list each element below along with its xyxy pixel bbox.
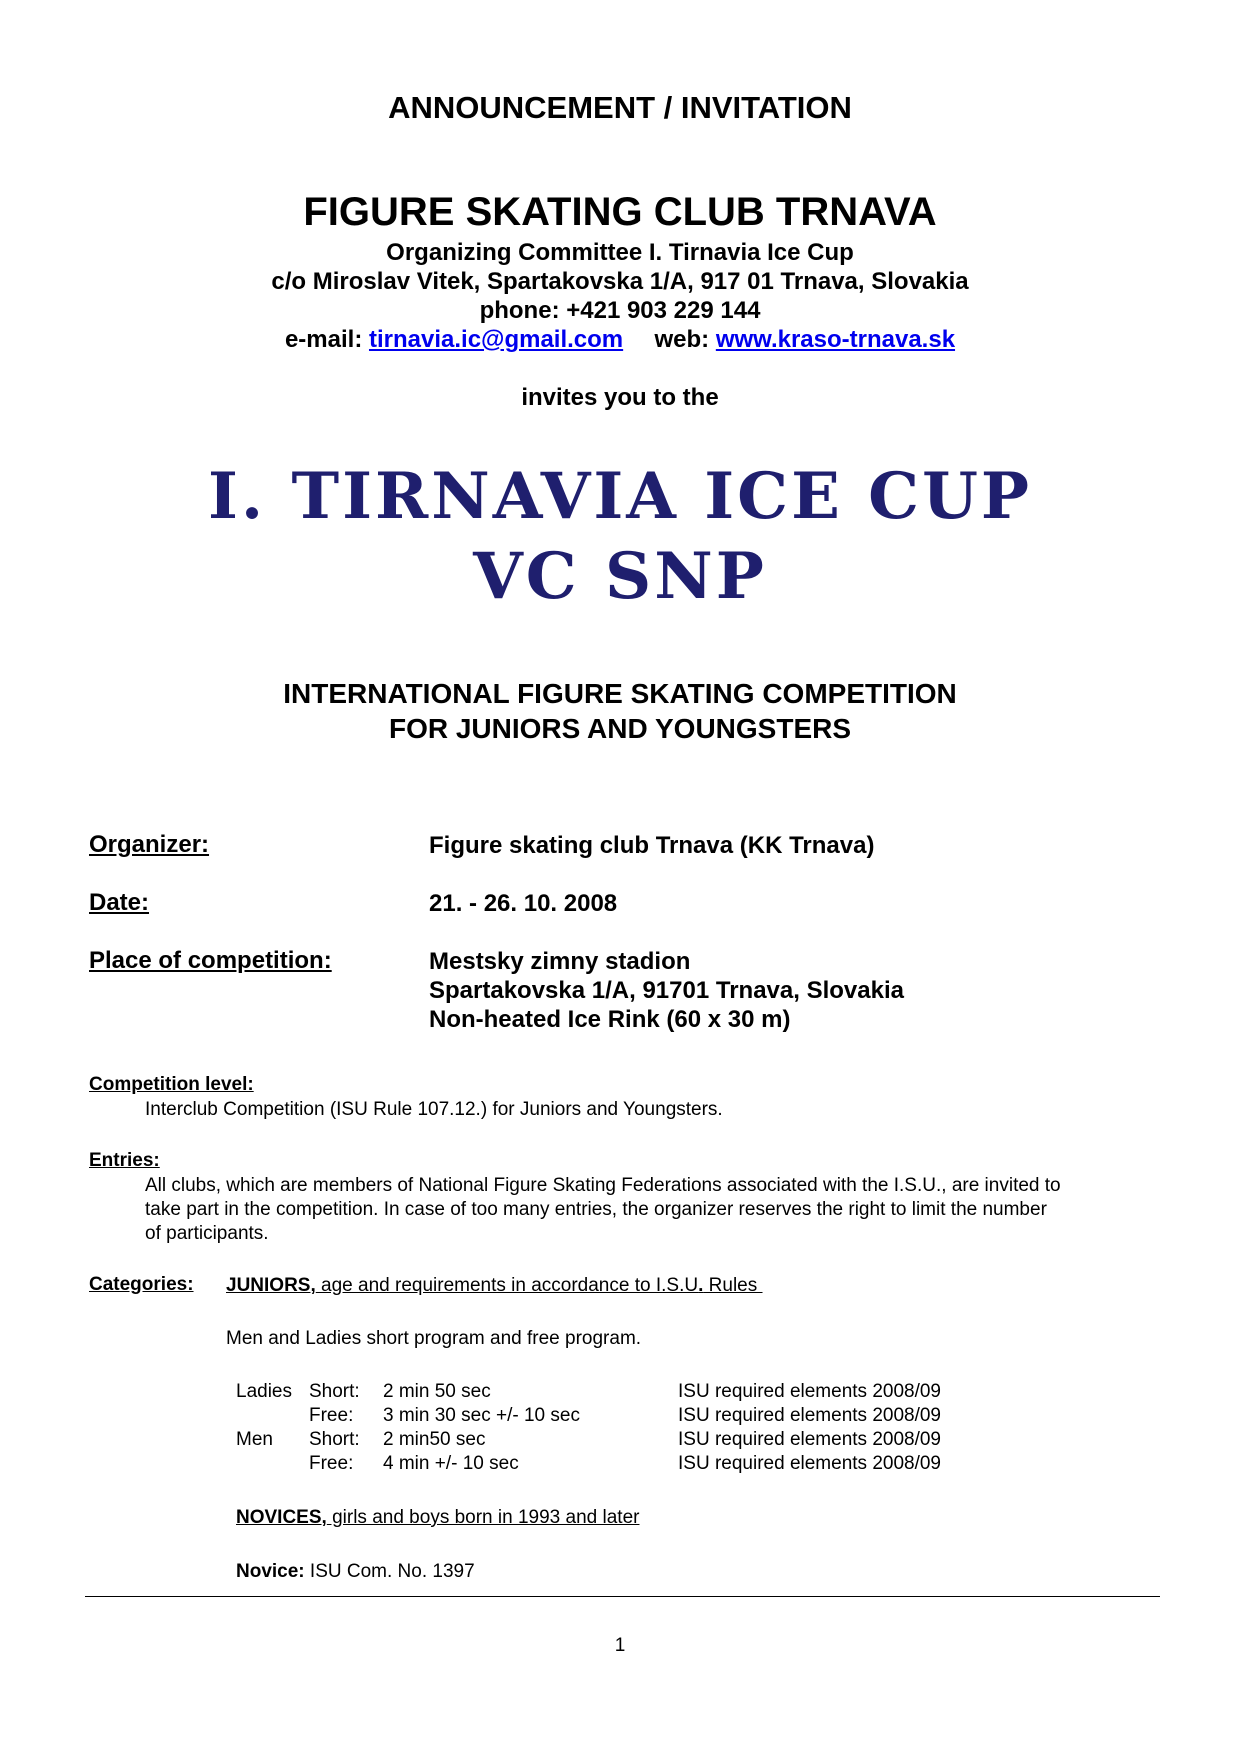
program-segment: Short: bbox=[309, 1381, 360, 1402]
juniors-label: JUNIORS, bbox=[226, 1275, 316, 1296]
program-time: 2 min 50 sec bbox=[383, 1381, 491, 1402]
program-time: 2 min50 sec bbox=[383, 1429, 486, 1450]
program-time: 3 min 30 sec +/- 10 sec bbox=[383, 1405, 580, 1426]
program-segment: Short: bbox=[309, 1429, 360, 1450]
men-ladies-line: Men and Ladies short program and free program. bbox=[226, 1328, 642, 1349]
competition-level-heading: Competition level: bbox=[89, 1074, 254, 1095]
entries-line2: take part in the competition. In case of too many entries, the organizer reserves the right to limit the number bbox=[145, 1199, 1047, 1220]
club-name: FIGURE SKATING CLUB TRNAVA bbox=[303, 190, 937, 234]
program-requirements: ISU required elements 2008/09 bbox=[678, 1453, 941, 1474]
novice-rule-line bbox=[236, 1560, 475, 1584]
entries-line3: of participants. bbox=[145, 1223, 269, 1244]
program-requirements: ISU required elements 2008/09 bbox=[678, 1405, 941, 1426]
entries-heading: Entries: bbox=[89, 1150, 160, 1171]
program-time: 4 min +/- 10 sec bbox=[383, 1453, 519, 1474]
juniors-text: age and requirements in accordance to I.S.U bbox=[315, 1275, 699, 1296]
event-title-line2: VC SNP bbox=[473, 539, 767, 614]
categories-heading: Categories: bbox=[89, 1274, 194, 1295]
novices-label: NOVICES, bbox=[236, 1507, 327, 1528]
novice-text: ISU Com. No. 1397 bbox=[304, 1561, 475, 1582]
contact-line bbox=[0, 325, 1240, 354]
juniors-line bbox=[226, 1274, 763, 1298]
page-number: 1 bbox=[614, 1635, 626, 1656]
organizer-label: Organizer: bbox=[89, 831, 210, 858]
committee-line: Organizing Committee I. Tirnavia Ice Cup bbox=[386, 239, 854, 266]
date-value: 21. - 26. 10. 2008 bbox=[429, 890, 618, 917]
juniors-end: Rules bbox=[703, 1275, 763, 1296]
program-requirements: ISU required elements 2008/09 bbox=[678, 1381, 941, 1402]
event-title-line1: I. TIRNAVIA ICE CUP bbox=[207, 459, 1033, 534]
place-line1: Mestsky zimny stadion bbox=[429, 948, 691, 975]
juniors-dot: . bbox=[698, 1275, 704, 1296]
footer-divider bbox=[85, 1596, 1160, 1597]
place-label: Place of competition: bbox=[89, 947, 332, 974]
program-requirements: ISU required elements 2008/09 bbox=[678, 1429, 941, 1450]
novices-text: girls and boys born in 1993 and later bbox=[326, 1507, 640, 1528]
announcement-heading: ANNOUNCEMENT / INVITATION bbox=[388, 90, 852, 125]
entries-line1: All clubs, which are members of National Figure Skating Federations associated with the I.S.U., are invited to bbox=[145, 1175, 1061, 1196]
date-label: Date: bbox=[89, 889, 150, 916]
competition-line2: FOR JUNIORS AND YOUNGSTERS bbox=[388, 713, 852, 744]
competition-level-text: Interclub Competition (ISU Rule 107.12.) for Juniors and Youngsters. bbox=[145, 1099, 723, 1120]
email-label: e-mail: bbox=[284, 326, 363, 353]
novice-label: Novice: bbox=[236, 1561, 305, 1582]
novices-line bbox=[236, 1506, 639, 1530]
competition-line1: INTERNATIONAL FIGURE SKATING COMPETITION bbox=[283, 678, 957, 709]
email-link[interactable]: tirnavia.ic@gmail.com bbox=[368, 326, 624, 353]
organizer-value: Figure skating club Trnava (KK Trnava) bbox=[429, 832, 875, 859]
place-line3: Non-heated Ice Rink (60 x 30 m) bbox=[429, 1006, 791, 1033]
place-line2: Spartakovska 1/A, 91701 Trnava, Slovakia bbox=[429, 977, 904, 1004]
web-link[interactable]: www.kraso-trnava.sk bbox=[715, 326, 956, 353]
program-group: Men bbox=[236, 1429, 273, 1450]
phone-line: phone: +421 903 229 144 bbox=[479, 297, 761, 324]
web-label: web: bbox=[654, 326, 710, 353]
invites-line: invites you to the bbox=[521, 384, 719, 411]
program-segment: Free: bbox=[309, 1405, 354, 1426]
program-group: Ladies bbox=[236, 1381, 292, 1402]
address-line: c/o Miroslav Vitek, Spartakovska 1/A, 917 01 Trnava, Slovakia bbox=[271, 268, 969, 295]
program-segment: Free: bbox=[309, 1453, 354, 1474]
